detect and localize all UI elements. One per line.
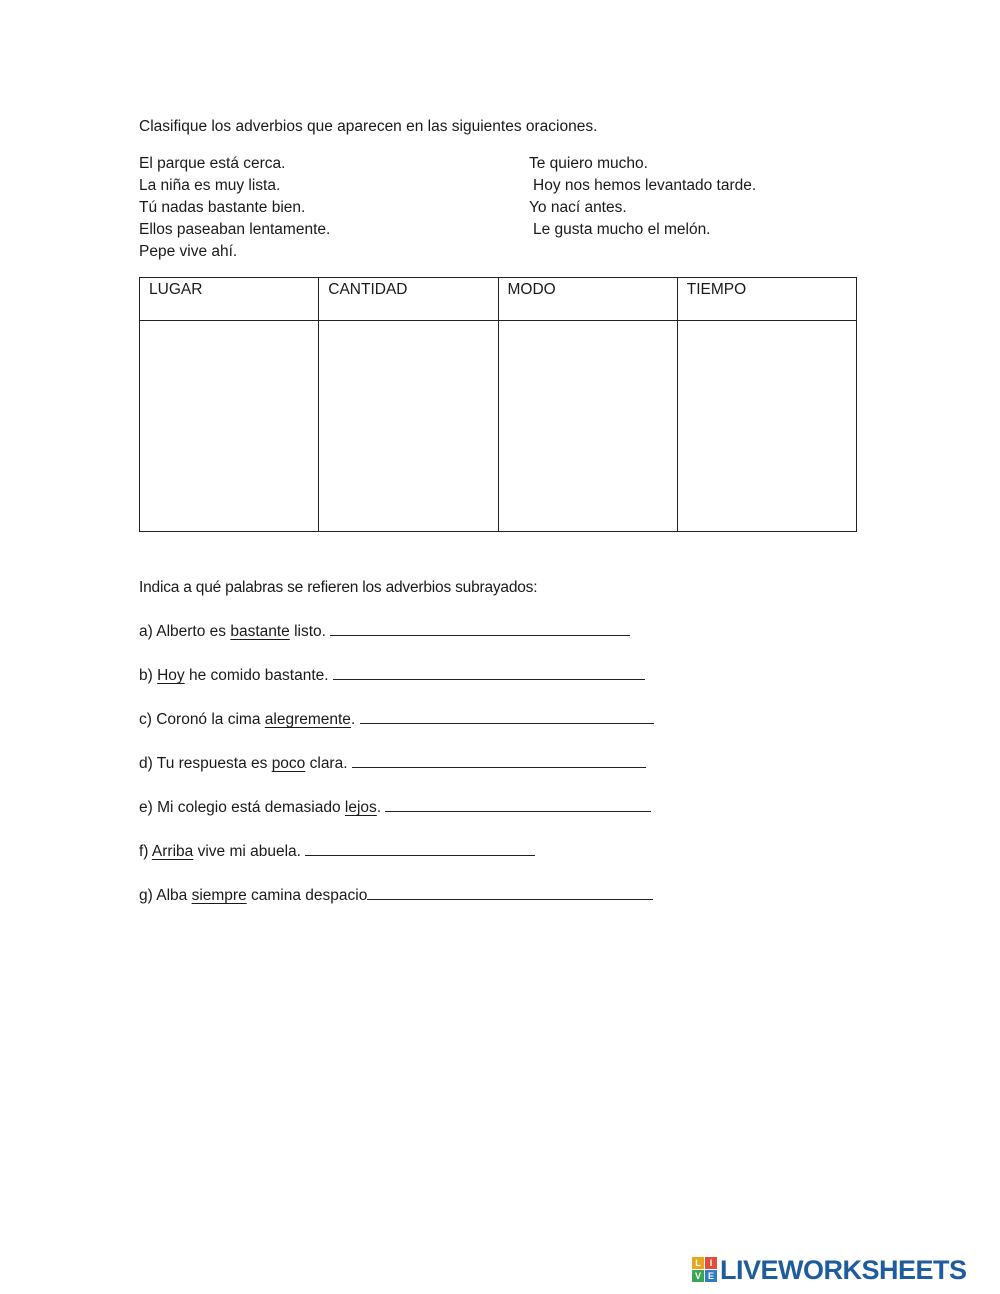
- table-answer-row: [140, 321, 857, 532]
- exercise-text: he comido bastante.: [184, 667, 333, 684]
- sentence-left-1: El parque está cerca.: [139, 155, 286, 172]
- answer-blank[interactable]: [333, 665, 645, 680]
- answer-blank[interactable]: [330, 621, 630, 636]
- exercise-text: camina despacio: [246, 887, 368, 904]
- answer-blank[interactable]: [385, 797, 651, 812]
- exercise-text: clara.: [305, 755, 352, 772]
- underlined-adverb: poco: [271, 755, 306, 772]
- sentence-left-2: La niña es muy lista.: [139, 177, 281, 194]
- answer-cell-lugar[interactable]: [140, 321, 319, 532]
- underlined-adverb: siempre: [191, 887, 247, 904]
- sentence-right-4: Le gusta mucho el melón.: [533, 221, 711, 238]
- answer-blank[interactable]: [367, 885, 653, 900]
- answer-blank[interactable]: [352, 753, 646, 768]
- exercise-a: [139, 621, 630, 643]
- exercise-text: listo.: [289, 623, 331, 640]
- answer-cell-tiempo[interactable]: [677, 321, 856, 532]
- logo-tile-l: L: [692, 1257, 704, 1269]
- underlined-adverb: Arriba: [151, 843, 194, 860]
- exercise-text: d) Tu respuesta es: [139, 755, 272, 772]
- header-tiempo: TIEMPO: [677, 278, 856, 321]
- sentence-right-2: Hoy nos hemos levantado tarde.: [533, 177, 757, 194]
- exercise-d: [139, 753, 646, 775]
- exercise-text: a) Alberto es: [139, 623, 231, 640]
- exercise-text: .: [376, 799, 386, 816]
- exercise-c: [139, 709, 654, 731]
- classification-table: [139, 277, 857, 532]
- underlined-adverb: alegremente: [264, 711, 351, 728]
- sentence-right-3: Yo nací antes.: [529, 199, 627, 216]
- header-cantidad: CANTIDAD: [319, 278, 498, 321]
- underlined-adverb: Hoy: [157, 667, 185, 684]
- sentence-left-5: Pepe vive ahí.: [139, 243, 238, 260]
- underlined-adverb: lejos: [344, 799, 377, 816]
- sentence-left-3: Tú nadas bastante bien.: [139, 199, 306, 216]
- exercise-text: c) Coronó la cima: [139, 711, 265, 728]
- logo-tile-i: I: [705, 1257, 717, 1269]
- header-modo: MODO: [498, 278, 677, 321]
- exercise-text: .: [350, 711, 360, 728]
- instruction-refer: Indica a qué palabras se refieren los adverbios subrayados:: [139, 579, 538, 596]
- exercise-text: g) Alba: [139, 887, 192, 904]
- answer-cell-modo[interactable]: [498, 321, 677, 532]
- exercise-text: e) Mi colegio está demasiado: [139, 799, 345, 816]
- underlined-adverb: bastante: [230, 623, 290, 640]
- exercise-b: [139, 665, 645, 687]
- exercise-e: [139, 797, 651, 819]
- answer-blank[interactable]: [360, 709, 654, 724]
- sentence-right-1: Te quiero mucho.: [529, 155, 648, 172]
- logo-tile-v: V: [692, 1270, 704, 1282]
- header-lugar: LUGAR: [140, 278, 319, 321]
- exercise-g: [139, 885, 653, 907]
- liveworksheets-logo: [692, 1255, 967, 1285]
- logo-tile-e: E: [705, 1270, 717, 1282]
- exercise-text: b): [139, 667, 158, 684]
- answer-blank[interactable]: [305, 841, 535, 856]
- logo-text: LIVEWORKSHEETS: [720, 1254, 967, 1285]
- exercise-f: [139, 841, 535, 863]
- answer-cell-cantidad[interactable]: [319, 321, 498, 532]
- exercise-text: f): [139, 843, 152, 860]
- sentence-left-4: Ellos paseaban lentamente.: [139, 221, 331, 238]
- exercise-text: vive mi abuela.: [193, 843, 306, 860]
- table-header-row: [140, 278, 857, 321]
- liveworksheets-logo-icon: [692, 1257, 718, 1283]
- instruction-classify: Clasifique los adverbios que aparecen en las siguientes oraciones.: [139, 118, 598, 135]
